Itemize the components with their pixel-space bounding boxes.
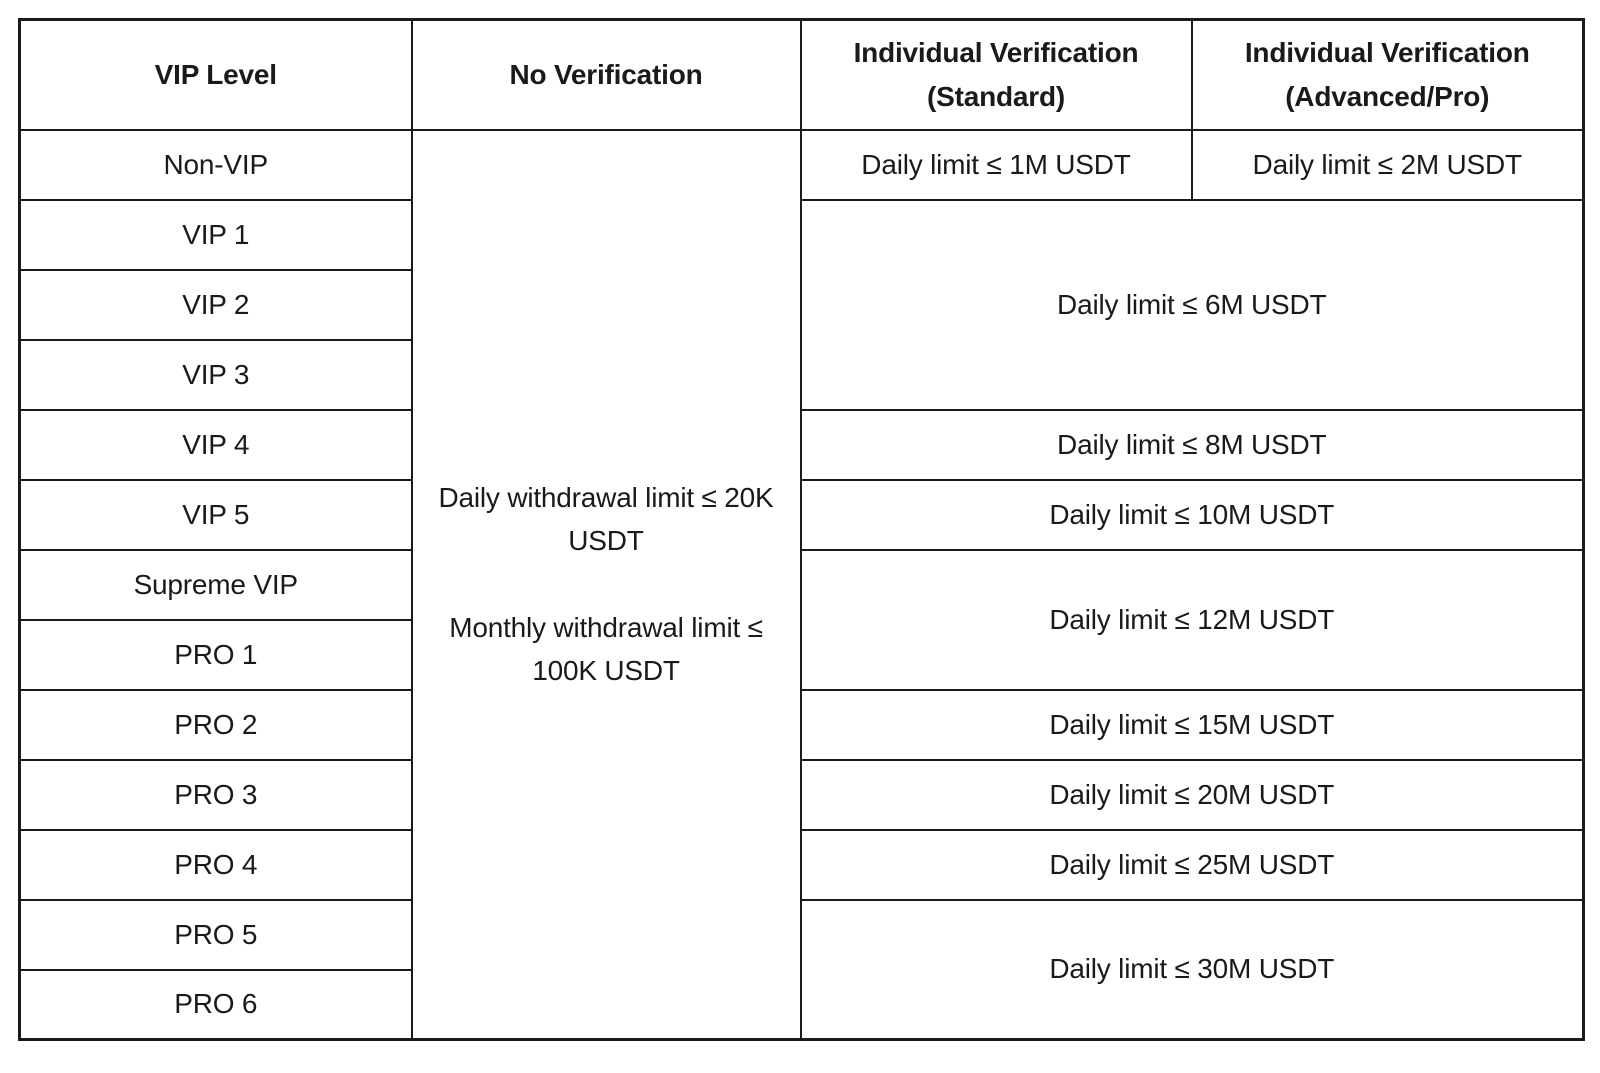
- limit-non-vip-standard: Daily limit ≤ 1M USDT: [801, 130, 1192, 200]
- level-pro-6: PRO 6: [20, 970, 412, 1040]
- limit-non-vip-advanced: Daily limit ≤ 2M USDT: [1192, 130, 1584, 200]
- level-vip-5: VIP 5: [20, 480, 412, 550]
- level-pro-3: PRO 3: [20, 760, 412, 830]
- limit-pro5-pro6: Daily limit ≤ 30M USDT: [801, 900, 1584, 1040]
- level-pro-1: PRO 1: [20, 620, 412, 690]
- level-vip-1: VIP 1: [20, 200, 412, 270]
- limit-pro4: Daily limit ≤ 25M USDT: [801, 830, 1584, 900]
- level-pro-2: PRO 2: [20, 690, 412, 760]
- vip-withdrawal-limits-table: [18, 18, 1585, 1041]
- table-row: [20, 130, 1584, 200]
- table-row: [20, 900, 1584, 970]
- level-vip-4: VIP 4: [20, 410, 412, 480]
- level-pro-5: PRO 5: [20, 900, 412, 970]
- table-row: [20, 760, 1584, 830]
- monthly-withdrawal-limit-text: Monthly withdrawal limit ≤ 100K USDT: [449, 611, 763, 687]
- table-row: [20, 410, 1584, 480]
- header-vip-level: VIP Level: [20, 20, 412, 130]
- level-pro-4: PRO 4: [20, 830, 412, 900]
- table-row: [20, 690, 1584, 760]
- level-supreme-vip: Supreme VIP: [20, 550, 412, 620]
- level-vip-3: VIP 3: [20, 340, 412, 410]
- level-non-vip: Non-VIP: [20, 130, 412, 200]
- limit-vip1-vip3: Daily limit ≤ 6M USDT: [801, 200, 1584, 410]
- no-verification-limits-cell: [412, 130, 801, 1040]
- limit-vip5: Daily limit ≤ 10M USDT: [801, 480, 1584, 550]
- table-row: [20, 550, 1584, 620]
- header-individual-standard: Individual Verification (Standard): [801, 20, 1192, 130]
- header-no-verification: No Verification: [412, 20, 801, 130]
- limit-pro3: Daily limit ≤ 20M USDT: [801, 760, 1584, 830]
- table-row: [20, 480, 1584, 550]
- header-individual-advanced: Individual Verification (Advanced/Pro): [1192, 20, 1584, 130]
- table-row: [20, 200, 1584, 270]
- limit-supreme-pro1: Daily limit ≤ 12M USDT: [801, 550, 1584, 690]
- header-row: [20, 20, 1584, 130]
- limit-pro2: Daily limit ≤ 15M USDT: [801, 690, 1584, 760]
- daily-withdrawal-limit-text: Daily withdrawal limit ≤ 20K USDT: [438, 481, 774, 557]
- level-vip-2: VIP 2: [20, 270, 412, 340]
- limit-vip4: Daily limit ≤ 8M USDT: [801, 410, 1584, 480]
- table-row: [20, 830, 1584, 900]
